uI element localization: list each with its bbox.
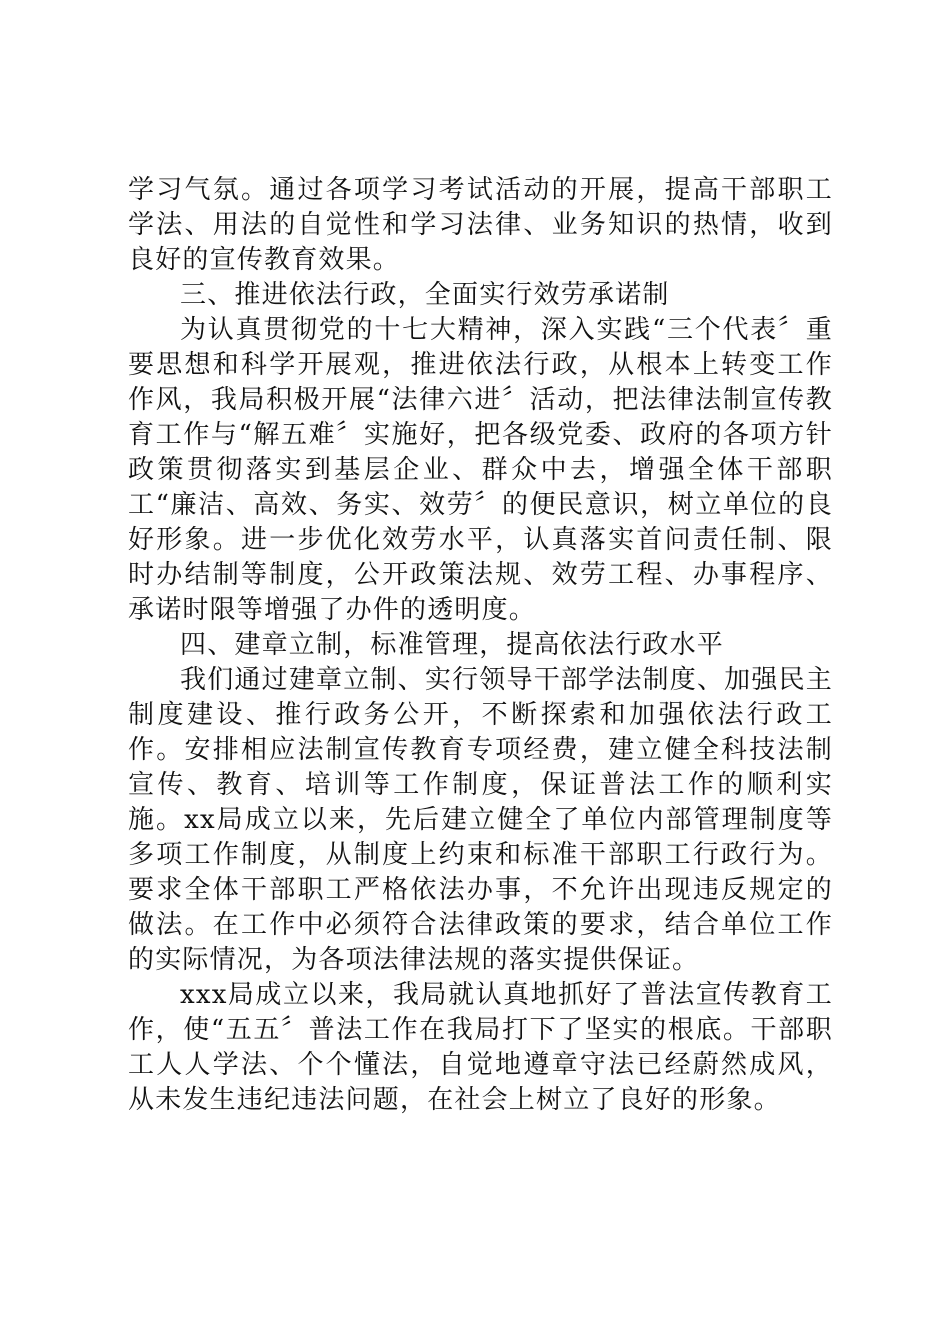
section-heading-3: 三、推进依法行政，全面实行效劳承诺制 (180, 280, 670, 310)
paragraph-section-4: 我们通过建章立制、实行领导干部学法制度、加强民主制度建设、推行政务公开，不断探索和加强依法行政工作。安排相应法制宣传教育专项经费，建立健全科技法制宣传、教育、培训等工作制度，保证普法工作的顺利实施。xx局成立以来，先后建立健全了单位内部管理制度等多项工作制度，从制度上约束和标准干部职工行政行为。要求全体干部职工严格依法办事，不允许出现违反规定的做法。在工作中必须符合法律政策的要求，结合单位工作的实际情况，为各项法律法规的落实提供保证。 (128, 665, 833, 975)
paragraph-section-3: 为认真贯彻党的十七大精神，深入实践“三个代表〞重要思想和科学开展观，推进依法行政，从根本上转变工作作风，我局积极开展“法律六进〞活动，把法律法制宣传教育工作与“解五难〞实施好，把各级党委、政府的各项方针政策贯彻落实到基层企业、群众中去，增强全体干部职工“廉洁、高效、务实、效劳〞的便民意识，树立单位的良好形象。进一步优化效劳水平，认真落实首问责任制、限时办结制等制度，公开政策法规、效劳工程、办事程序、承诺时限等增强了办件的透明度。 (128, 315, 833, 625)
paragraph-closing: xxx局成立以来，我局就认真地抓好了普法宣传教育工作，使“五五〞普法工作在我局打下了坚实的根底。干部职工人人学法、个个懂法，自觉地遵章守法已经蔚然成风，从未发生违纪违法问题，在社会上树立了良好的形象。 (128, 980, 833, 1115)
section-heading-4: 四、建章立制，标准管理，提高依法行政水平 (180, 630, 725, 660)
paragraph-continuation: 学习气氛。通过各项学习考试活动的开展，提高干部职工学法、用法的自觉性和学习法律、业务知识的热情，收到良好的宣传教育效果。 (128, 175, 833, 275)
document-page (128, 173, 833, 1118)
